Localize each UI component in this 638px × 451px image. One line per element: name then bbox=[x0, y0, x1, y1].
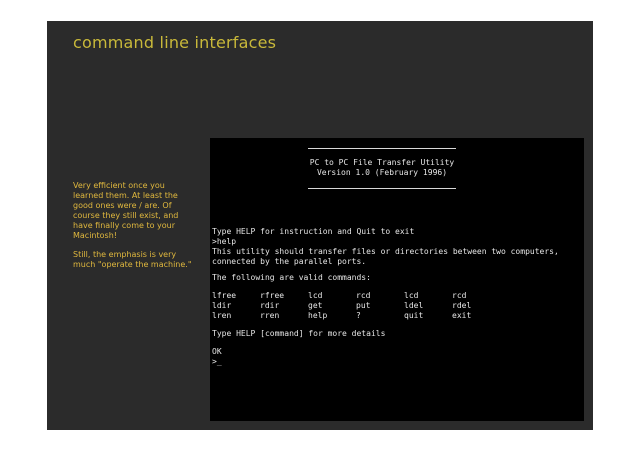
details-hint: Type HELP [command] for more details bbox=[212, 329, 386, 338]
command-name: rdel bbox=[452, 301, 472, 310]
intro-line: Type HELP for instruction and Quit to exit bbox=[212, 227, 415, 236]
command-name: ldel bbox=[404, 301, 424, 310]
command-name: ldir bbox=[212, 301, 232, 310]
command-name: rdir bbox=[260, 301, 280, 310]
command-name: lcd bbox=[308, 291, 323, 300]
body-paragraph: Still, the emphasis is very much "operate the machine." bbox=[73, 250, 192, 269]
description-line: This utility should transfer files or directories between two computers, bbox=[212, 247, 559, 256]
slide-body-text bbox=[73, 181, 195, 279]
terminal-prompt: >_ bbox=[212, 357, 222, 366]
commands-header: The following are valid commands: bbox=[212, 273, 371, 282]
command-name: exit bbox=[452, 311, 472, 320]
command-grid bbox=[212, 291, 582, 321]
description-line: connected by the parallel ports. bbox=[212, 257, 367, 266]
command-name: lfree bbox=[212, 291, 237, 300]
command-name: lcd bbox=[404, 291, 419, 300]
slide-title: command line interfaces bbox=[73, 33, 277, 52]
command-name: ? bbox=[356, 311, 361, 320]
command-name: lren bbox=[212, 311, 232, 320]
command-name: quit bbox=[404, 311, 424, 320]
status-line: OK bbox=[212, 347, 222, 356]
command-name: get bbox=[308, 301, 323, 310]
command-name: help bbox=[308, 311, 328, 320]
prompt-command: >help bbox=[212, 237, 237, 246]
terminal-output bbox=[212, 227, 582, 367]
banner-version: Version 1.0 (February 1996) bbox=[316, 168, 448, 177]
utility-banner bbox=[308, 148, 456, 189]
banner-title: PC to PC File Transfer Utility bbox=[309, 158, 455, 167]
command-name: rren bbox=[260, 311, 280, 320]
command-name: rcd bbox=[356, 291, 371, 300]
presentation-slide bbox=[47, 21, 593, 430]
command-name: rfree bbox=[260, 291, 285, 300]
command-name: rcd bbox=[452, 291, 467, 300]
terminal-screenshot bbox=[210, 138, 584, 421]
command-name: put bbox=[356, 301, 371, 310]
body-paragraph: Very efficient once you learned them. At least the good ones were / are. Of course they still exist, and have finally come to your Macintosh! bbox=[73, 181, 179, 240]
